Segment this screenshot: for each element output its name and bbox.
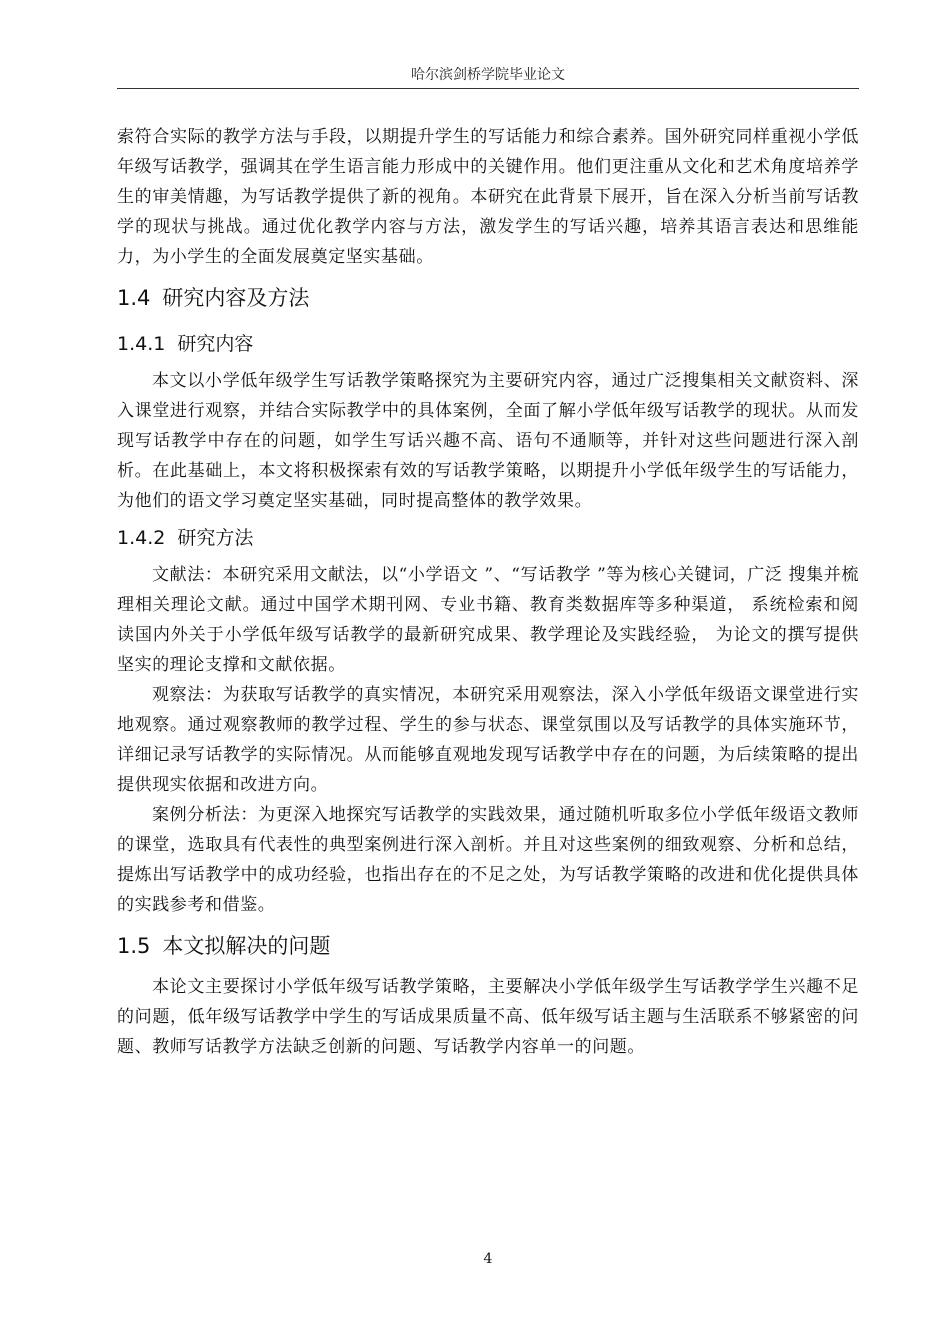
page-number: 4	[483, 1251, 493, 1267]
intro-paragraph: 索符合实际的教学方法与手段，以期提升学生的写话能力和综合素养。国外研究同样重视小学低年级写话教学，强调其在学生语言能力形成中的关键作用。他们更注重从文化和艺术角度培养学生的审美情趣，为写话教学提供了新的视角。本研究在此背景下展开，旨在深入分析当前写话教学的现状与挑战。通过优化教学内容与方法，激发学生的写话兴趣，培养其语言表达和思维能力，为小学生的全面发展奠定坚实基础。	[117, 127, 859, 267]
case-analysis-paragraph: 案例分析法：为更深入地探究写话教学的实践效果，通过随机听取多位小学低年级语文教师的课堂，选取具有代表性的典型案例进行深入剖析。并且对这些案例的细致观察、分析和总结，提炼出写话教学中的成功经验，也指出存在的不足之处，为写话教学策略的改进和优化提供具体的实践参考和借鉴。	[117, 805, 859, 915]
running-header: 哈尔滨剑桥学院毕业论文	[411, 67, 565, 83]
subsection-number: 1.4.2	[117, 527, 166, 549]
problems-paragraph: 本论文主要探讨小学低年级写话教学策略，主要解决小学低年级学生写话教学学生兴趣不足的问题，低年级写话教学中学生的写话成果质量不高、低年级写话主题与生活联系不够紧密的问题、教师写话教学方法缺乏创新的问题、写话教学内容单一的问题。	[117, 977, 859, 1057]
subsection-heading-1-4-1	[117, 324, 859, 364]
section-title: 本文拟解决的问题	[162, 934, 331, 958]
literature-method-paragraph: 文献法：本研究采用文献法，以“小学语文 ”、“写话教学 ”等为核心关键词，广泛 搜集并梳理相关理论文献。通过中国学术期刊网、专业书籍、教育类数据库等多种渠道， 系统检索和阅读国内外关于小学低年级写话教学的最新研究成果、教学理论及实践经验， 为论文的撰写提供坚实的理论支撑和文献依据。	[117, 565, 859, 675]
section-number: 1.5	[117, 934, 151, 958]
subsection-title: 研究内容	[177, 333, 254, 355]
subsection-number: 1.4.1	[117, 333, 166, 355]
section-number: 1.4	[117, 286, 151, 310]
observation-method-paragraph: 观察法：为获取写话教学的真实情况，本研究采用观察法，深入小学低年级语文课堂进行实地观察。通过观察教师的教学过程、学生的参与状态、课堂氛围以及写话教学的具体实施环节，详细记录写话教学的实际情况。从而能够直观地发现写话教学中存在的问题，为后续策略的提出提供现实依据和改进方向。	[117, 685, 859, 795]
section-heading-1-5	[117, 924, 859, 968]
subsection-title: 研究方法	[177, 527, 254, 549]
header-rule	[117, 88, 859, 89]
page-content	[117, 122, 859, 1062]
section-heading-1-4	[117, 276, 859, 320]
subsection-heading-1-4-2	[117, 518, 859, 558]
section-title: 研究内容及方法	[162, 286, 310, 310]
research-content-paragraph: 本文以小学低年级学生写话教学策略探究为主要研究内容，通过广泛搜集相关文献资料、深入课堂进行观察，并结合实际教学中的具体案例，全面了解小学低年级写话教学的现状。从而发现写话教学中存在的问题，如学生写话兴趣不高、语句不通顺等，并针对这些问题进行深入剖析。在此基础上，本文将积极探索有效的写话教学策略，以期提升小学低年级学生的写话能力，为他们的语文学习奠定坚实基础，同时提高整体的教学效果。	[117, 371, 859, 511]
